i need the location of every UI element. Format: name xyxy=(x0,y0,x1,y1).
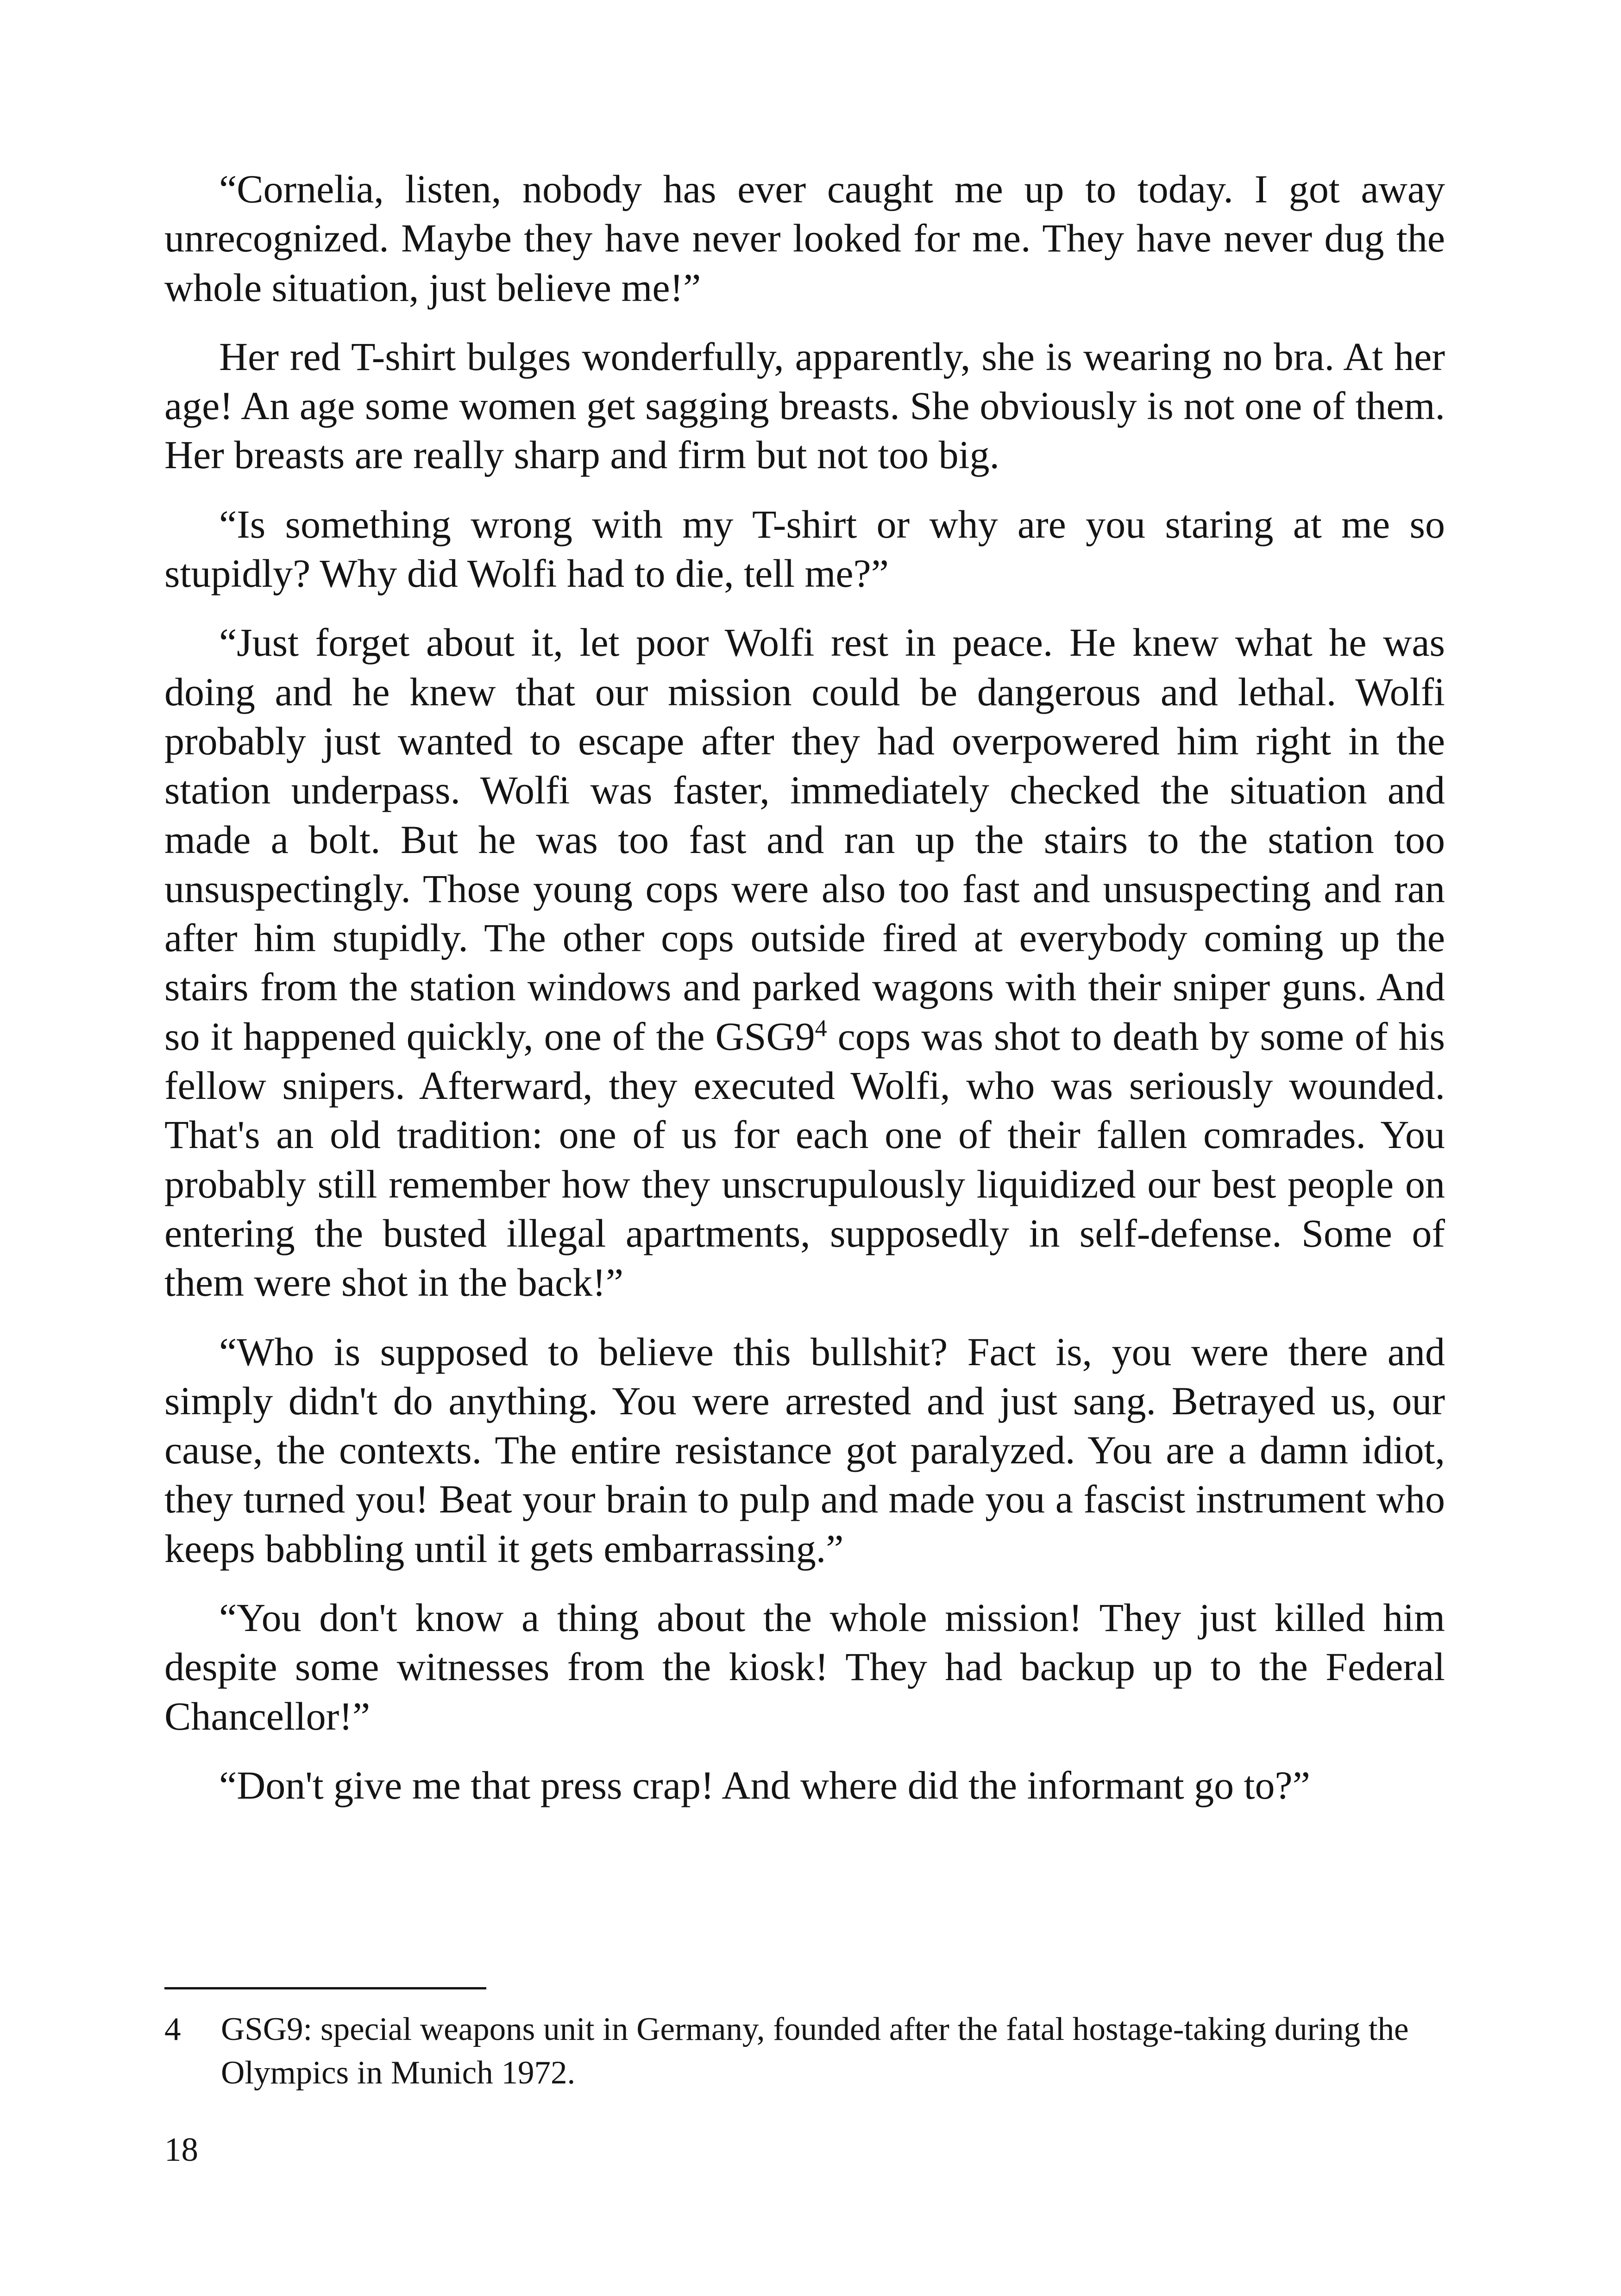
paragraph: “Cornelia, listen, nobody has ever caught me up to today. I got away unrecognized. Maybe they have never looked for me. They have never dug the whole situation, just believe me!” xyxy=(164,167,1445,310)
footnote-divider xyxy=(164,1987,486,1989)
paragraph-text: cops was shot to death by some of his fellow snipers. Afterward, they executed Wolfi, who was seriously wounded. That's an old tradition: one of us for each one of their fallen comrades. You probably still remember how they unscrupulously liquidized our best people on entering the busted illegal apartments, supposedly in self-defense. Some of them were shot in the back!” xyxy=(164,1014,1445,1305)
paragraph: “Don't give me that press crap! And where did the informant go to?” xyxy=(219,1763,1310,1807)
paragraph: Her red T-shirt bulges wonderfully, apparently, she is wearing no bra. At her age! An age some women get sagging breasts. She obviously is not one of them. Her breasts are really sharp and firm but not too big. xyxy=(164,334,1445,477)
paragraph: “You don't know a thing about the whole mission! They just killed him despite some witnesses from the kiosk! They had backup up to the Federal Chancellor!” xyxy=(164,1595,1445,1738)
footnote-number: 4 xyxy=(164,2011,181,2047)
paragraph xyxy=(164,618,1445,1307)
paragraph: “Who is supposed to believe this bullshit? Fact is, you were there and simply didn't do anything. You were arrested and just sang. Betrayed us, our cause, the contexts. The entire resistance got paralyzed. You are a damn idiot, they turned you! Beat your brain to pulp and made you a fascist instrument who keeps babbling until it gets embarrassing.” xyxy=(164,1329,1445,1571)
footnote xyxy=(164,2007,1445,2095)
paragraph: “Is something wrong with my T-shirt or why are you staring at me so stupidly? Why did Wolfi had to die, tell me?” xyxy=(164,502,1445,596)
body-text xyxy=(164,164,1445,1810)
footnote-text: GSG9: special weapons unit in Germany, founded after the fatal hostage-taking during the Olympics in Munich 1972. xyxy=(221,2011,1409,2091)
paragraph-text: “Just forget about it, let poor Wolfi rest in peace. He knew what he was doing and he knew that our mission could be dangerous and lethal. Wolfi probably just wanted to escape after they had overpowered him right in the station underpass. Wolfi was faster, immediately checked the situation and made a bolt. But he was too fast and ran up the stairs to the station too unsuspectingly. Those young cops were also too fast and unsuspecting and ran after him stupidly. The other cops outside fired at everybody coming up the stairs from the station windows and parked wagons with their sniper guns. And so it happened quickly, one of the GSG9 xyxy=(164,620,1445,1059)
page-number: 18 xyxy=(164,2131,198,2168)
footnote-reference: 4 xyxy=(815,1015,827,1042)
